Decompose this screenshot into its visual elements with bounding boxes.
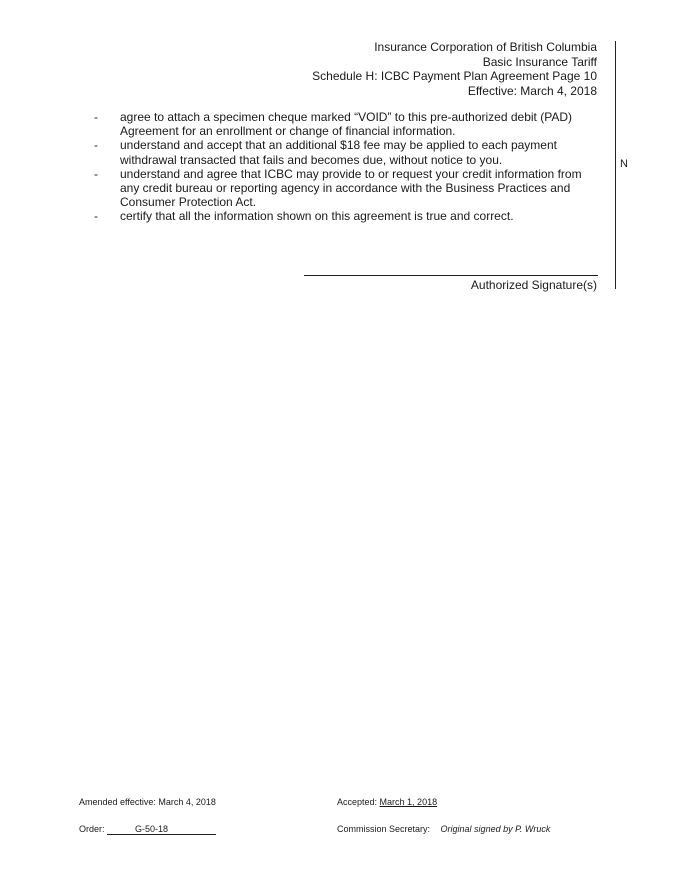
list-item: [94, 110, 604, 138]
footer-order: [79, 824, 216, 835]
revision-margin-bar: [615, 41, 616, 289]
bullet-text: certify that all the information shown on this agreement is true and correct.: [120, 209, 514, 224]
bullet-dash: -: [94, 166, 98, 181]
bullet-text: understand and agree that ICBC may provide to or request your credit information from any credit bureau or reporting agency in accordance with the Business Practices and Consumer Protection Act.: [120, 166, 582, 210]
list-item: [94, 209, 604, 223]
list-item: [94, 167, 604, 210]
secretary-signature-note: Original signed by P. Wruck: [440, 824, 551, 834]
header-effective-date: Effective: March 4, 2018: [467, 83, 597, 98]
bullet-text: understand and accept that an additional $18 fee may be applied to each payment withdrawal transacted that fails and becomes due, without notice to you.: [120, 138, 557, 167]
header-organization: Insurance Corporation of British Columbia: [374, 40, 597, 54]
bullet-dash: -: [94, 209, 98, 224]
list-item: [94, 138, 604, 166]
header-schedule: Schedule H: ICBC Payment Plan Agreement Page 10: [312, 69, 597, 83]
order-label: Order:: [79, 824, 105, 834]
order-number: G-50-18: [107, 824, 216, 835]
footer-accepted: [337, 797, 437, 807]
accepted-date: March 1, 2018: [379, 797, 438, 807]
signature-line: [304, 275, 598, 276]
signature-label: Authorized Signature(s): [470, 278, 597, 292]
accepted-label: Accepted:: [337, 797, 378, 807]
agreement-bullet-list: [94, 110, 604, 224]
bullet-dash: -: [94, 138, 98, 153]
footer-commission-secretary: [337, 824, 550, 834]
document-header: [312, 40, 597, 98]
footer-amended-effective: Amended effective: March 4, 2018: [79, 797, 216, 807]
header-tariff: Basic Insurance Tariff: [482, 54, 597, 69]
secretary-label: Commission Secretary:: [337, 824, 431, 834]
revision-margin-note: N: [620, 158, 628, 170]
bullet-text: agree to attach a specimen cheque marked “VOID” to this pre-authorized debit (PAD) Agreement for an enrollment or change of financial information.: [120, 110, 572, 139]
bullet-dash: -: [94, 110, 98, 124]
